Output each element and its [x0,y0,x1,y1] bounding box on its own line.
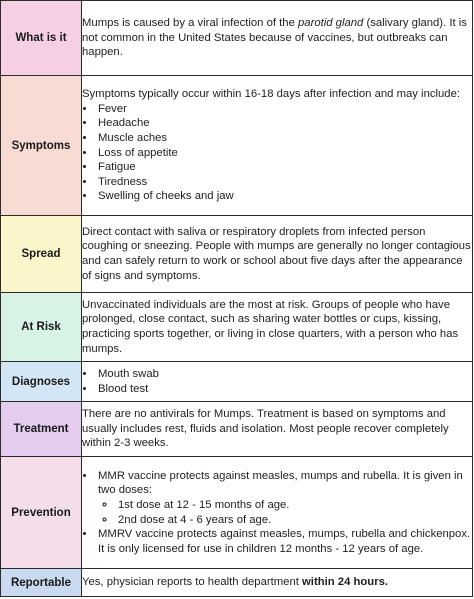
row-at-risk [1,293,473,362]
list-item: • Fever [96,102,472,117]
label-what-is-it: What is it [1,1,82,76]
label-at-risk: At Risk [1,293,82,362]
row-prevention [1,457,473,569]
content-reportable [82,569,473,597]
list-item: • Mouth swab [96,367,472,382]
list-item: • Headache [96,116,472,131]
content-treatment [82,402,473,457]
diagnoses-list [82,367,472,396]
label-prevention: Prevention [1,457,82,569]
prevention-list [82,469,472,557]
what-is-it-emphasis: parotid gland [298,17,364,30]
what-is-it-text-start: Mumps is caused by a viral infection of the [82,17,298,30]
reportable-text-start: Yes, physician reports to health department [82,576,303,589]
at-risk-text: Unvaccinated individuals are the most at risk. Groups of people who have prolonged, close contact, such as sharing water bottles or cups, kissing, practicing sports together, or living in close quarters, with a person who has mumps. [82,298,459,355]
list-item: ◦ 2nd dose at 4 - 6 years of age. [116,513,472,528]
spread-text: Direct contact with saliva or respiratory droplets from infected person coughing or sneezing. People with mumps are generally no longer contagious and can safely return to work or school about five days after the appearance of signs and symptoms. [82,225,471,282]
list-item: • Muscle aches [96,131,472,146]
list-item: • MMRV vaccine protects against measles, mumps, rubella and chickenpox. It is only licensed for use in children 12 months - 12 years of age. [96,527,472,556]
reportable-text [82,575,472,590]
row-treatment [1,402,473,457]
row-spread [1,216,473,293]
row-reportable [1,569,473,597]
label-reportable: Reportable [1,569,82,597]
list-item: • Loss of appetite [96,146,472,161]
symptoms-list [82,102,472,204]
label-symptoms: Symptoms [1,76,82,216]
what-is-it-text-end: (salivary gland). It is not common in the United States because of vaccines, but outbreaks can happen. [82,17,467,59]
treatment-text: There are no antivirals for Mumps. Treatment is based on symptoms and usually includes rest, fluids and isolation. Most people recover completely within 2-3 weeks. [82,408,449,450]
content-what-is-it [82,1,473,76]
prevention-mmr-text: MMR vaccine protects against measles, mumps and rubella. It is given in two doses: [98,469,463,497]
row-what-is-it [1,1,473,76]
list-item: ◦ 1st dose at 12 - 15 months of age. [116,498,472,513]
content-symptoms [82,76,473,216]
what-is-it-text [82,16,472,60]
reportable-deadline: within 24 hours. [302,576,389,589]
list-item: • Blood test [96,382,472,397]
content-prevention [82,457,473,569]
label-spread: Spread [1,216,82,293]
list-item [96,469,472,527]
list-item: • Fatigue [96,160,472,175]
list-item: • Swelling of cheeks and jaw [96,189,472,204]
list-item: • Tiredness [96,175,472,190]
content-spread [82,216,473,293]
content-diagnoses [82,362,473,402]
symptoms-intro: Symptoms typically occur within 16-18 days after infection and may include: [82,88,460,101]
label-treatment: Treatment [1,402,82,457]
label-diagnoses: Diagnoses [1,362,82,402]
content-at-risk [82,293,473,362]
row-diagnoses [1,362,473,402]
row-symptoms [1,76,473,216]
prevention-dose-list [98,498,472,527]
